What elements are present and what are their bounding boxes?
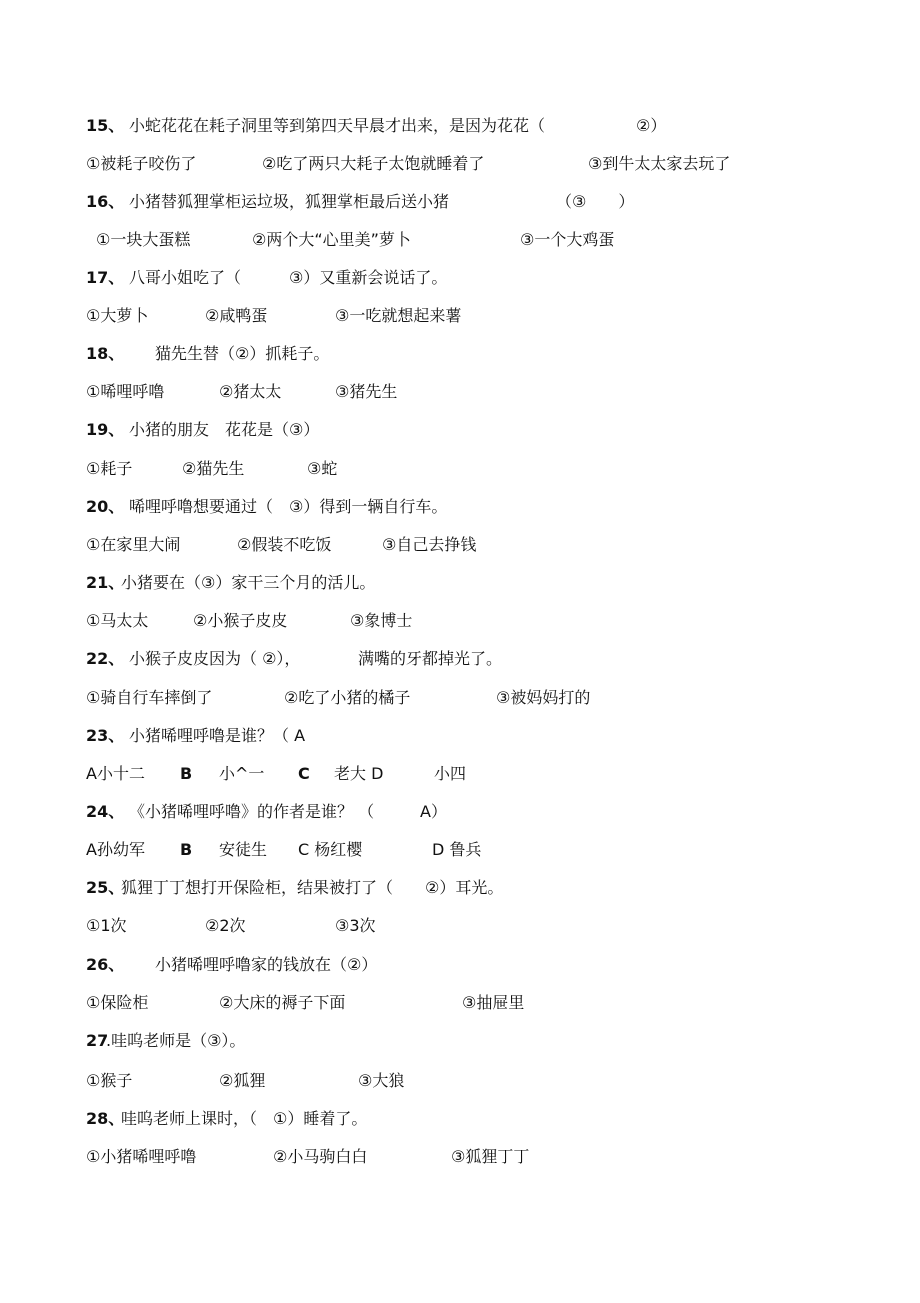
option: ②假装不吃饭 (237, 535, 332, 554)
option: ①一块大蛋糕 (96, 230, 191, 249)
question-number: 17、 (86, 268, 125, 287)
option: ②小猴子皮皮 (193, 611, 288, 630)
option: ②吃了两只大耗子太饱就睡着了 (262, 154, 485, 173)
option: ①保险柜 (86, 993, 149, 1012)
option-letter: B (180, 764, 193, 783)
question-text: 猫先生替（②）抓耗子。 (155, 344, 330, 363)
question-answer: ②） (636, 116, 667, 135)
option: C 杨红樱 (298, 840, 363, 859)
option: ③象博士 (350, 611, 413, 630)
option: ①大萝卜 (86, 306, 149, 325)
question-number: 15、 (86, 116, 125, 135)
question-text: .哇呜老师是（③）。 (106, 1031, 246, 1050)
question-text: 《小猪唏哩呼噜》的作者是谁？ （ (129, 802, 375, 821)
option: ③蛇 (307, 459, 338, 478)
question-text: 八哥小姐吃了（ ③）又重新会说话了。 (129, 268, 448, 287)
option: ②两个大“心里美”萝卜 (252, 230, 411, 249)
option: ①1次 (86, 916, 127, 935)
question-number: 28、 (86, 1109, 125, 1128)
options-28 (0, 1147, 530, 1247)
question-number: 24、 (86, 802, 125, 821)
option: A小十二 (86, 764, 145, 783)
question-text: 哇呜老师上课时，（ ①）睡着了。 (121, 1109, 368, 1128)
option: ③到牛太太家去玩了 (588, 154, 731, 173)
option: ①骑自行车摔倒了 (86, 688, 213, 707)
question-text: 小猪唏哩呼噜是谁？（ A (129, 726, 306, 745)
question-number: 20、 (86, 497, 125, 516)
option: 老大 D (334, 764, 384, 783)
option: ①被耗子咬伤了 (86, 154, 197, 173)
option: 小四 (434, 764, 467, 783)
question-number: 22、 (86, 649, 125, 668)
option: ③3次 (335, 916, 376, 935)
option: D 鲁兵 (432, 840, 482, 859)
question-number: 25、 (86, 878, 125, 897)
option: ①马太太 (86, 611, 149, 630)
question-text: 狐狸丁丁想打开保险柜，结果被打了（ ②）耳光。 (121, 878, 504, 897)
question-text: 小猴子皮皮因为（ ②）， (129, 649, 301, 668)
option: ②猫先生 (182, 459, 245, 478)
question-number: 27 (86, 1031, 109, 1050)
question-text: 唏哩呼噜想要通过（ ③）得到一辆自行车。 (129, 497, 448, 516)
question-answer: （③ ） (556, 192, 635, 211)
question-text: 小猪的朋友 花花是（③） (129, 420, 320, 439)
option: ②2次 (205, 916, 246, 935)
question-number: 19、 (86, 420, 125, 439)
question-text: 小猪唏哩呼噜家的钱放在（②） (155, 955, 378, 974)
option: ③被妈妈打的 (496, 688, 591, 707)
option: ①在家里大闹 (86, 535, 181, 554)
option: ③一吃就想起来薯 (335, 306, 462, 325)
option: ③猪先生 (335, 382, 398, 401)
option: ①唏哩呼噜 (86, 382, 165, 401)
option: ③自己去挣钱 (382, 535, 477, 554)
question-answer: 满嘴的牙都掉光了。 (358, 649, 503, 668)
option-letter: C (298, 764, 310, 783)
question-text: 小猪要在（③）家干三个月的活儿。 (121, 573, 376, 592)
option: ③一个大鸡蛋 (520, 230, 615, 249)
option: ①耗子 (86, 459, 133, 478)
question-text: 小猪替狐狸掌柜运垃圾，狐狸掌柜最后送小猪 (129, 192, 450, 211)
option: ①小猪唏哩呼噜 (86, 1147, 197, 1166)
question-text: 小蛇花花在耗子洞里等到第四天早晨才出来，是因为花花（ (129, 116, 546, 135)
option: ②猪太太 (219, 382, 282, 401)
question-number: 21、 (86, 573, 125, 592)
option: 安徒生 (219, 840, 268, 859)
option: A孙幼军 (86, 840, 145, 859)
option: 小^一 (219, 764, 265, 783)
option: ①猴子 (86, 1071, 133, 1090)
option: ②大床的褥子下面 (219, 993, 346, 1012)
option: ②小马驹白白 (273, 1147, 368, 1166)
question-number: 26、 (86, 955, 125, 974)
option: ②吃了小猪的橘子 (284, 688, 411, 707)
option: ③抽屉里 (462, 993, 525, 1012)
option: ②狐狸 (219, 1071, 266, 1090)
question-answer: A） (420, 802, 447, 821)
option: ③狐狸丁丁 (451, 1147, 530, 1166)
option: ②咸鸭蛋 (205, 306, 268, 325)
question-number: 16、 (86, 192, 125, 211)
question-number: 18、 (86, 344, 125, 363)
option: ③大狼 (358, 1071, 405, 1090)
option-letter: B (180, 840, 193, 859)
question-number: 23、 (86, 726, 125, 745)
